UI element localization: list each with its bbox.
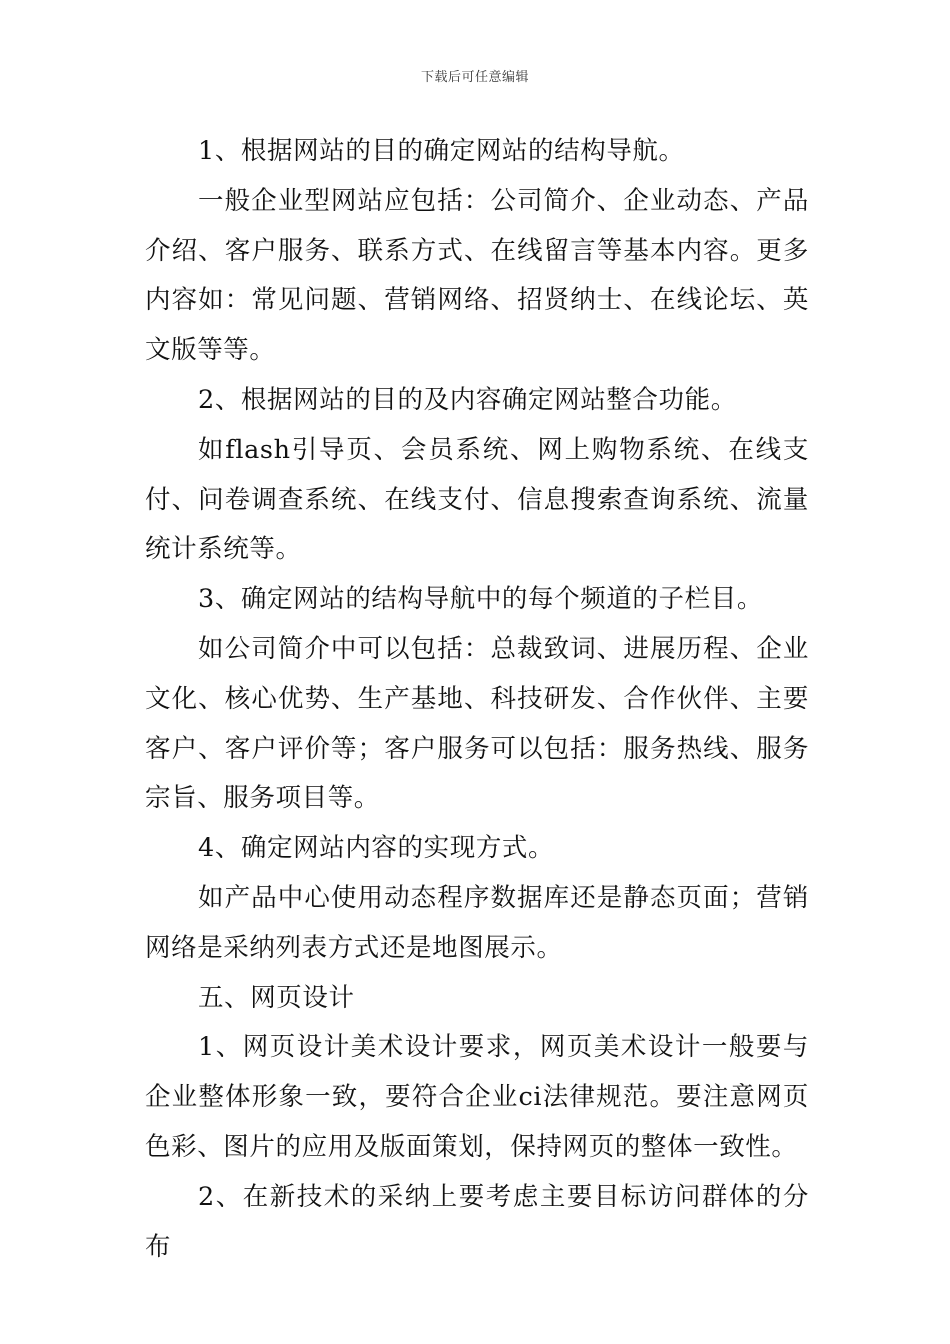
paragraph-1: 1、根据网站的目的确定网站的结构导航。 <box>198 136 685 166</box>
paragraph-10: 2、在新技术的采纳上要考虑主要目标访问群体的分布 <box>145 1181 809 1262</box>
paragraph-3: 2、根据网站的目的及内容确定网站整合功能。 <box>198 384 737 415</box>
document-body <box>145 127 809 1272</box>
paragraph-4: 如flash引导页、会员系统、网上购物系统、在线支付、问卷调查系统、在线支付、信息搜索查询系统、流量统计系统等。 <box>145 434 809 565</box>
paragraph-9: 1、网页设计美术设计要求，网页美术设计一般要与企业整体形象一致，要符合企业ci法律规范。要注意网页色彩、图片的应用及版面策划，保持网页的整体一致性。 <box>145 1032 809 1162</box>
paragraph-6: 如公司简介中可以包括：总裁致词、进展历程、企业文化、核心优势、生产基地、科技研发、合作伙伴、主要客户、客户评价等；客户服务可以包括：服务热线、服务宗旨、服务项目等。 <box>145 633 809 814</box>
section-heading: 五、网页设计 <box>198 982 355 1013</box>
paragraph-7: 4、确定网站内容的实现方式。 <box>198 833 555 864</box>
paragraph-5: 3、确定网站的结构导航中的每个频道的子栏目。 <box>198 584 763 615</box>
page-header-note: 下载后可任意编辑 <box>420 70 529 85</box>
paragraph-2: 一般企业型网站应包括：公司简介、企业动态、产品介绍、客户服务、联系方式、在线留言等基本内容。更多内容如：常见问题、营销网络、招贤纳士、在线论坛、英文版等等。 <box>145 185 809 366</box>
paragraph-8: 如产品中心使用动态程序数据库还是静态页面；营销网络是采纳列表方式还是地图展示。 <box>145 882 809 963</box>
